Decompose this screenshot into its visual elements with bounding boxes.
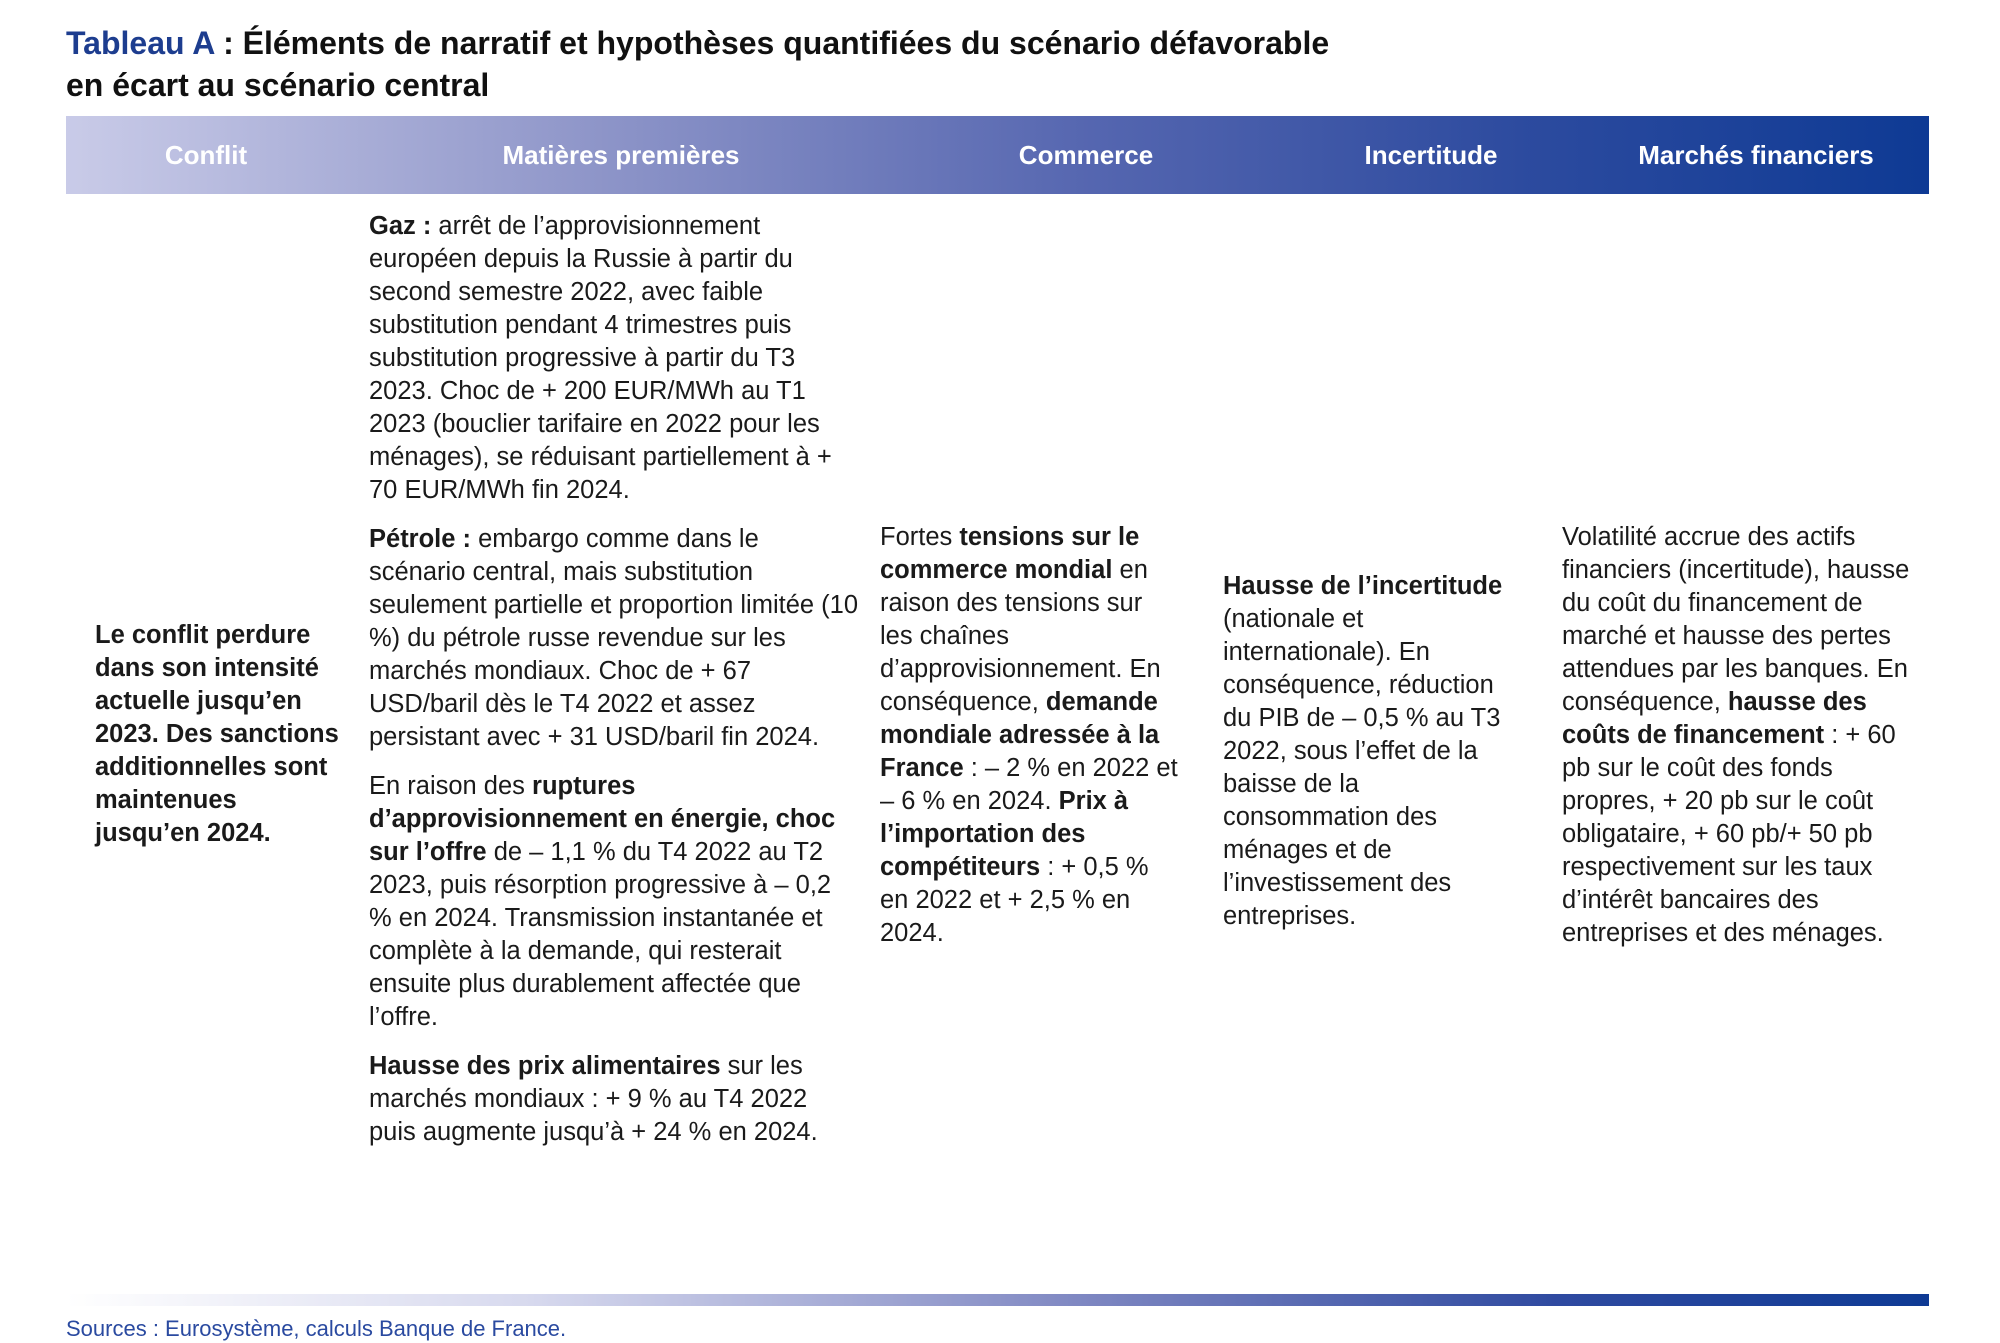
header-conflit: Conflit — [164, 140, 248, 170]
cell-incertitude — [1223, 570, 1523, 933]
cell-marches-financiers — [1562, 521, 1922, 950]
commerce-bold-3: Prix à l’importation des compétiteurs — [880, 787, 1129, 881]
text-petrole: embargo comme dans le scénario central, mais substitution seulement partielle et proportion limitée (10 %) du pétrole russe revendue sur les marchés mondiaux. Choc de + 67 USD/baril dès le T4 2022 et assez persistant avec + 31 USD/baril fin 2024. — [369, 525, 859, 751]
label-alimentaires: Hausse des prix alimentaires — [369, 1052, 721, 1080]
header-marches-financiers: Marchés financiers — [1638, 140, 1874, 170]
commerce-text-1: Fortes — [880, 523, 960, 551]
commerce-bold-2: demande mondiale adressée à la France — [880, 688, 1160, 782]
cell-matieres-premieres — [369, 210, 859, 1149]
title-separator: : — [214, 25, 243, 61]
text-alimentaires: sur les marchés mondiaux : + 9 % au T4 2022 puis augmente jusqu’à + 24 % en 2024. — [369, 1052, 818, 1146]
title-line-1: Éléments de narratif et hypothèses quantifiées du scénario défavorable — [242, 25, 1330, 61]
text-ruptures: de – 1,1 % du T4 2022 au T2 2023, puis résorption progressive à – 0,2 % en 2024. Transmission instantanée et complète à la demande, qui resterait ensuite plus durablement affectée que l’offre. — [369, 838, 832, 1031]
header-commerce: Commerce — [1018, 140, 1154, 170]
sources-note: Sources : Eurosystème, calculs Banque de France. — [66, 1316, 567, 1341]
footer-divider — [66, 1294, 1929, 1306]
paragraph-alimentaires — [369, 1050, 859, 1149]
marches-text-1: Volatilité accrue des actifs financiers (incertitude), hausse du coût du financement de marché et hausse des pertes attendues par les banques. En conséquence, — [1562, 523, 1910, 716]
header-matieres-premieres: Matières premières — [502, 140, 740, 170]
paragraph-petrole — [369, 523, 859, 754]
marches-bold-1: hausse des coûts de financement — [1562, 688, 1867, 749]
incertitude-text-1: (nationale et internationale). En conséquence, réduction du PIB de – 0,5 % au T3 2022, sous l’effet de la baisse de la consommation des ménages et de l’investissement des entreprises. — [1223, 605, 1501, 930]
label-gaz: Gaz : — [369, 212, 432, 240]
label-ruptures: ruptures d’approvisionnement en énergie, choc sur l’offre — [369, 772, 836, 866]
commerce-text-3: : – 2 % en 2022 et – 6 % en 2024. — [880, 754, 1178, 815]
paragraph-gaz — [369, 210, 859, 507]
commerce-text-4: : + 0,5 % en 2022 et + 2,5 % en 2024. — [880, 853, 1149, 947]
marches-text-2: : + 60 pb sur le coût des fonds propres, + 20 pb sur le coût obligataire, + 60 pb/+ 50 pb respectivement sur les taux d’intérêt bancaires des entreprises et des ménages. — [1562, 721, 1896, 947]
commerce-bold-1: tensions sur le commerce mondial — [880, 523, 1140, 584]
text-ruptures-pre: En raison des — [369, 772, 533, 800]
table-title — [66, 22, 1966, 106]
cell-conflit: Le conflit perdure dans son intensité actuelle jusqu’en 2023. Des sanctions additionnelles sont maintenues jusqu’en 2024. — [95, 621, 339, 847]
header-incertitude: Incertitude — [1364, 140, 1498, 170]
incertitude-bold-1: Hausse de l’incertitude — [1223, 572, 1503, 600]
cell-commerce — [880, 521, 1180, 950]
text-gaz: arrêt de l’approvisionnement européen depuis la Russie à partir du second semestre 2022, avec faible substitution pendant 4 trimestres puis substitution progressive à partir du T3 2023. Choc de + 200 EUR/MWh au T1 2023 (bouclier tarifaire en 2022 pour les ménages), se réduisant partiellement à + 70 EUR/MWh fin 2024. — [369, 212, 832, 504]
table-header — [66, 116, 1929, 194]
label-petrole: Pétrole : — [369, 525, 472, 553]
table-label: Tableau A — [66, 25, 215, 61]
commerce-text-2: en raison des tensions sur les chaînes d’approvisionnement. En conséquence, — [880, 556, 1161, 716]
title-line-2: en écart au scénario central — [66, 67, 490, 103]
paragraph-ruptures — [369, 770, 859, 1034]
